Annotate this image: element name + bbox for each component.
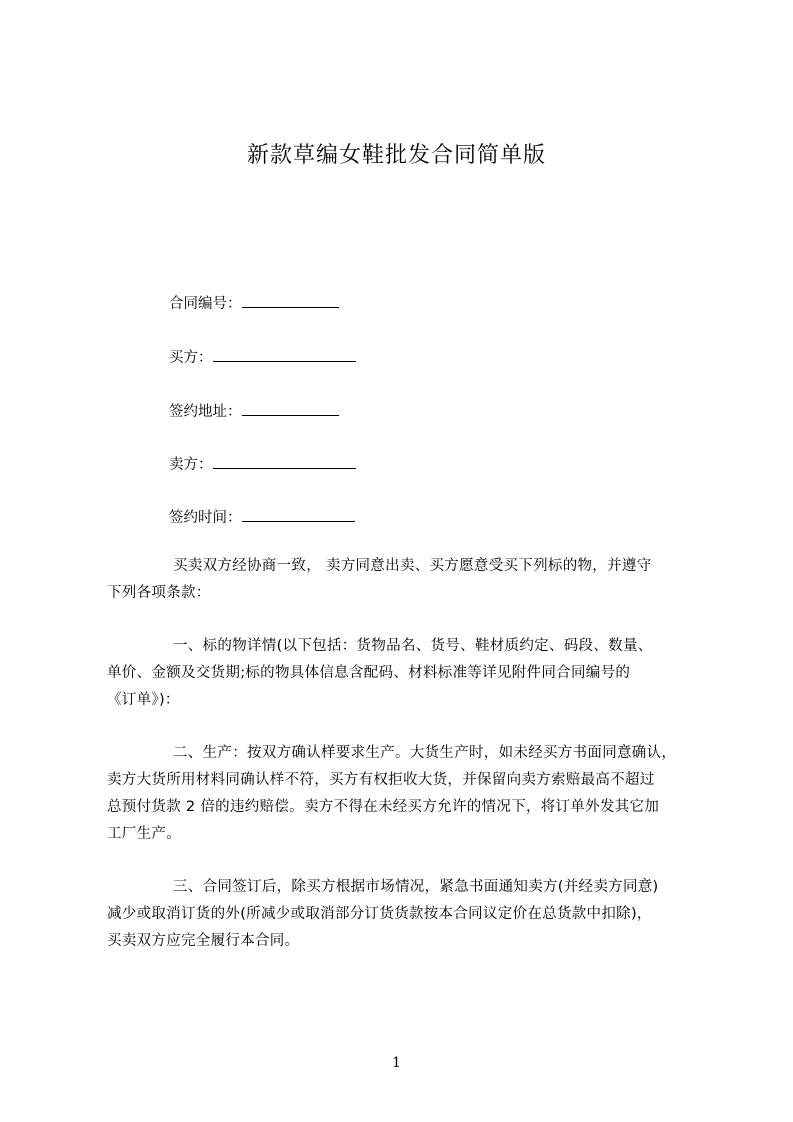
field-signing-address bbox=[169, 400, 339, 422]
clause-2 bbox=[107, 740, 699, 848]
paragraph-line: 《订单》)： bbox=[107, 692, 180, 708]
paragraph-line: 买卖双方经协商一致， 卖方同意出卖、买方愿意受买下列标的物，并遵守 bbox=[173, 558, 652, 574]
field-signing-time bbox=[169, 506, 355, 528]
paragraph-line: 总预付货款 2 倍的违约赔偿。卖方不得在未经买方允许的情况下，将订单外发其它加 bbox=[107, 799, 660, 815]
paragraph-line: 一、标的物详情(以下包括：货物品名、货号、鞋材质约定、码段、数量、 bbox=[173, 638, 653, 654]
field-label: 卖方： bbox=[169, 457, 213, 473]
paragraph-line: 三、合同签订后，除买方根据市场情况，紧急书面通知卖方(并经卖方同意) bbox=[173, 879, 659, 895]
buyer-blank[interactable] bbox=[213, 346, 356, 362]
field-label: 买方： bbox=[169, 350, 213, 366]
field-buyer bbox=[169, 346, 356, 368]
signing-time-blank[interactable] bbox=[242, 506, 355, 522]
document-title: 新款草编女鞋批发合同简单版 bbox=[246, 143, 546, 168]
field-label: 签约时间： bbox=[169, 510, 242, 526]
paragraph-line: 单价、金额及交货期;标的物具体信息含配码、材料标准等详见附件同合同编号的 bbox=[107, 665, 631, 681]
seller-blank[interactable] bbox=[213, 453, 356, 469]
paragraph-line: 减少或取消订货的外(所减少或取消部分订货货款按本合同议定价在总货款中扣除)， bbox=[107, 906, 652, 922]
field-label: 合同编号： bbox=[169, 296, 242, 312]
field-seller bbox=[169, 453, 356, 475]
paragraph-line: 二、生产：按双方确认样要求生产。大货生产时，如未经买方书面同意确认， bbox=[173, 745, 677, 761]
intro-paragraph bbox=[107, 553, 699, 607]
field-contract-number bbox=[169, 292, 339, 314]
paragraph-line: 卖方大货所用材料同确认样不符，买方有权拒收大货，并保留向卖方索赔最高不超过 bbox=[107, 772, 655, 788]
paragraph-line: 工厂生产。 bbox=[107, 826, 181, 842]
clause-3 bbox=[107, 874, 699, 955]
clause-1 bbox=[107, 633, 699, 714]
paragraph-line: 买卖双方应完全履行本合同。 bbox=[107, 933, 300, 949]
page-number: 1 bbox=[392, 1055, 401, 1071]
signing-address-blank[interactable] bbox=[242, 400, 339, 416]
contract-number-blank[interactable] bbox=[242, 292, 339, 308]
paragraph-line: 下列各项条款： bbox=[107, 585, 211, 601]
field-label: 签约地址： bbox=[169, 404, 242, 420]
